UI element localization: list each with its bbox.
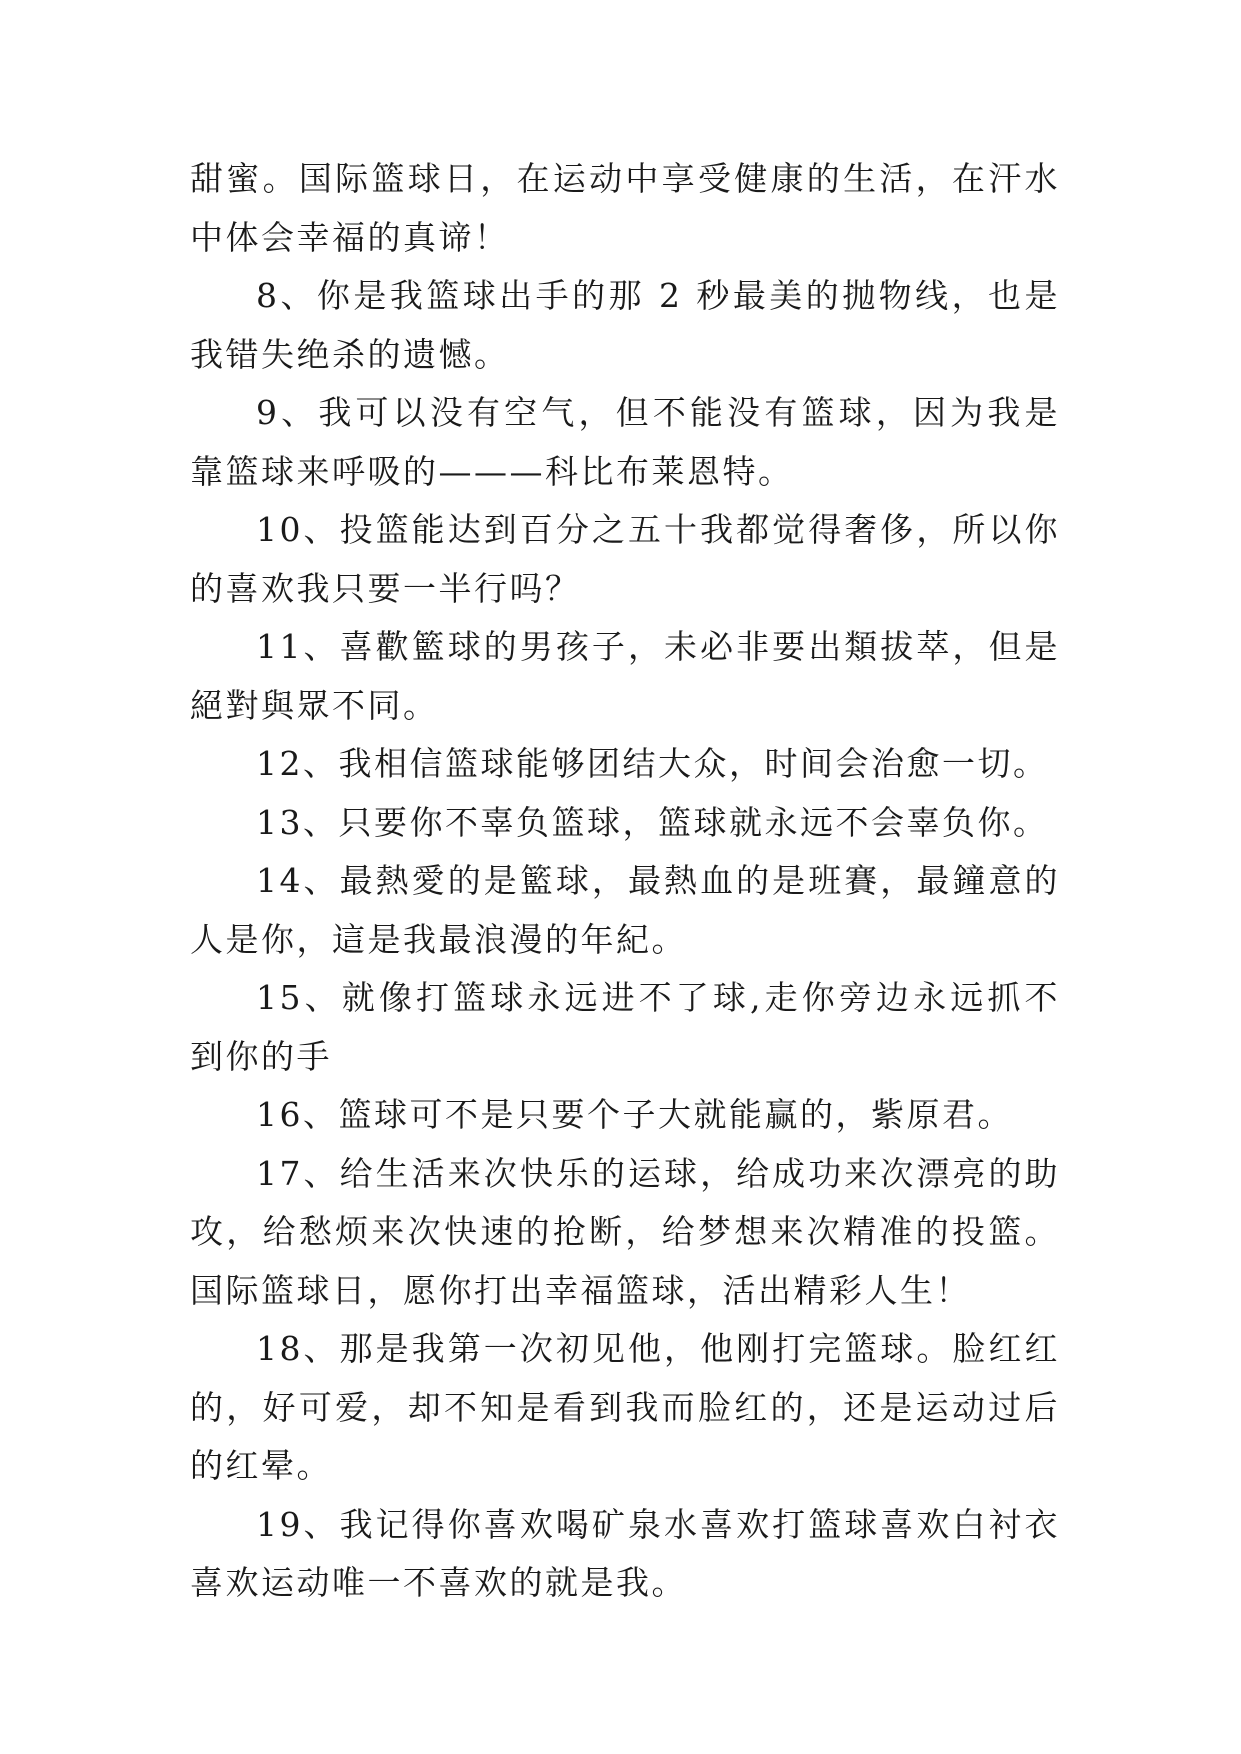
paragraph-item-17: 17、给生活来次快乐的运球，给成功来次漂亮的助攻，给愁烦来次快速的抢断，给梦想来次精准的投篮。国际篮球日，愿你打出幸福篮球，活出精彩人生！ [190,1153,1060,1310]
paragraph-item-11: 11、喜歡籃球的男孩子，未必非要出類拔萃，但是絕對與眾不同。 [190,627,1060,725]
paragraph-item-14: 14、最熱愛的是籃球，最熱血的是班賽，最鐘意的人是你，這是我最浪漫的年紀。 [190,861,1060,959]
paragraph-item-13: 13、只要你不辜负篮球，篮球就永远不会辜负你。 [256,802,1049,842]
paragraph-item-8: 8、你是我篮球出手的那 2 秒最美的抛物线，也是我错失绝杀的遗憾。 [190,276,1060,374]
paragraph-item-18: 18、那是我第一次初见他，他刚打完篮球。脸红红的，好可爱，却不知是看到我而脸红的，还是运动过后的红晕。 [190,1329,1060,1485]
paragraph-continuation: 甜蜜。国际篮球日，在运动中享受健康的生活，在汗水中体会幸福的真谛！ [190,159,1060,257]
paragraph-item-9: 9、我可以没有空气，但不能没有篮球，因为我是靠篮球来呼吸的———科比布莱恩特。 [190,393,1060,491]
document-page [190,150,1060,1613]
paragraph-item-19: 19、我记得你喜欢喝矿泉水喜欢打篮球喜欢白衬衣喜欢运动唯一不喜欢的就是我。 [190,1504,1060,1602]
paragraph-item-10: 10、投篮能达到百分之五十我都觉得奢侈，所以你的喜欢我只要一半行吗？ [190,510,1060,608]
paragraph-item-15: 15、就像打篮球永远进不了球,走你旁边永远抓不到你的手 [190,978,1060,1076]
paragraph-item-16: 16、篮球可不是只要个子大就能赢的，紫原君。 [256,1095,1013,1134]
paragraph-item-12: 12、我相信篮球能够团结大众，时间会治愈一切。 [256,744,1049,783]
